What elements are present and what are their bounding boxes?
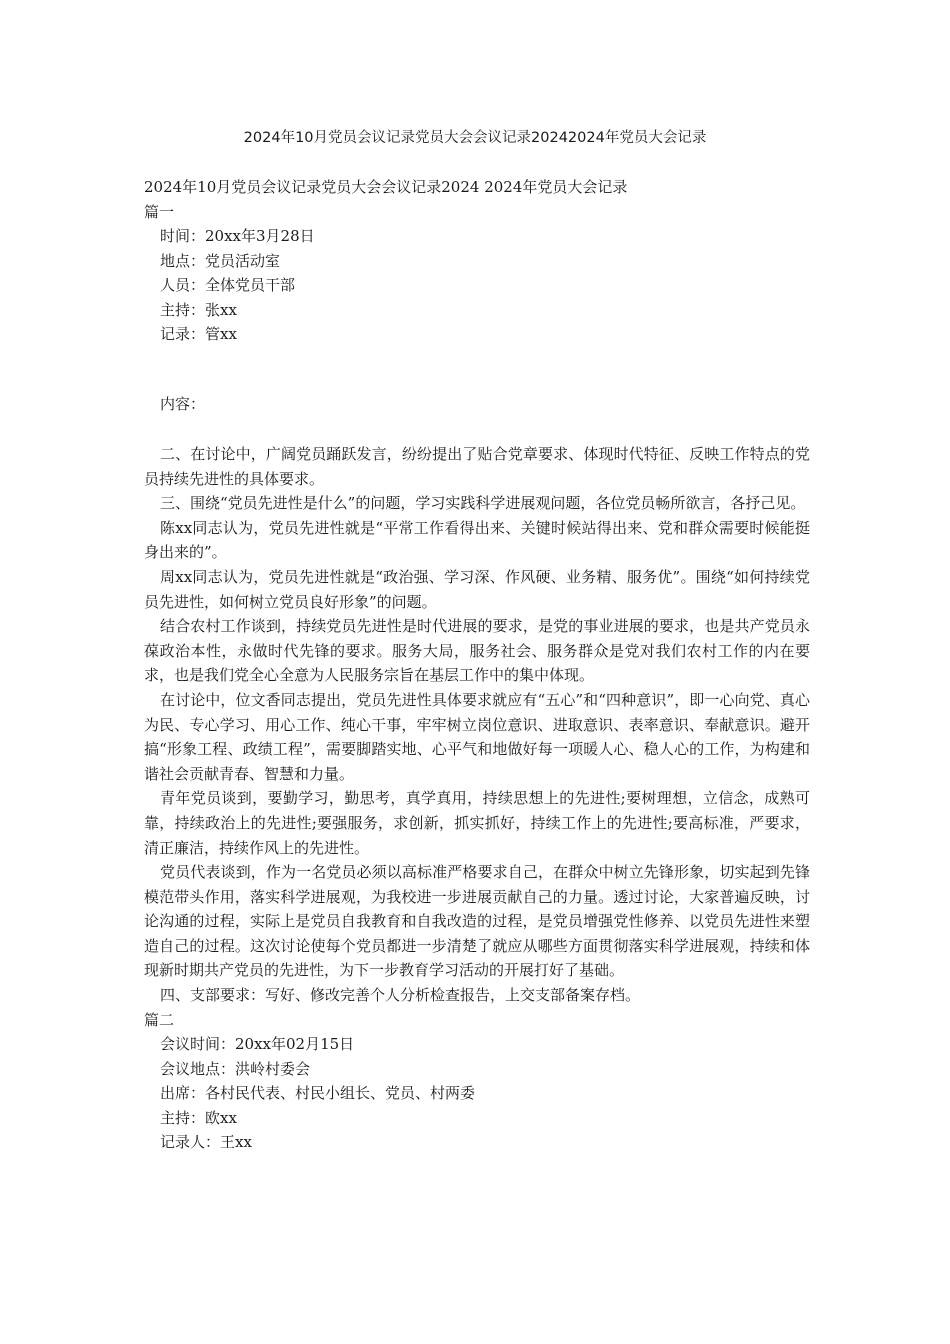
- paragraph: 四、支部要求：写好、修改完善个人分析检查报告，上交支部备案存档。: [160, 986, 641, 1005]
- spacer: [144, 347, 810, 392]
- paragraph: 结合农村工作谈到，持续党员先进性是时代进展的要求，是党的事业进展的要求，也是共产党员永葆政治本性，永做时代先锋的要求。服务大局，服务社会、服务群众是党对我们农村工作的内在要求，也是我们党全心全意为人民服务宗旨在基层工作中的集中体现。: [144, 617, 810, 685]
- paragraph: 青年党员谈到，要勤学习，勤思考，真学真用，持续思想上的先进性;要树理想，立信念，成熟可靠，持续政治上的先进性;要强服务，求创新，抓实抓好，持续工作上的先进性;要高标准，严要求，清正廉洁，持续作风上的先进性。: [144, 789, 810, 857]
- section-heading-2: 篇二: [144, 1010, 175, 1029]
- meta-recorder: 记录人：王xx: [160, 1133, 252, 1152]
- paragraph: 陈xx同志认为，党员先进性就是“平常工作看得出来、关键时候站得出来、党和群众需要时候能挺身出来的”。: [144, 518, 810, 562]
- contents-label: 内容：: [160, 394, 206, 413]
- meta-attendance: 出席：各村民代表、村民小组长、党员、村两委: [160, 1084, 476, 1103]
- meta-attendees: 人员：全体党员干部: [160, 276, 296, 294]
- paragraph: 在讨论中，位文香同志提出，党员先进性具体要求就应有“五心”和“四种意识”，即一心向党、真心为民、专心学习、用心工作、纯心干事，牢牢树立岗位意识、进取意识、表率意识、奉献意识。避开搞“形象工程、政绩工程”，需要脚踏实地、心平气和地做好每一项暖人心、稳人心的工作，为构建和谐社会贡献青春、智慧和力量。: [144, 690, 810, 783]
- document-body: [144, 175, 810, 1155]
- meta-recorder: 记录：管xx: [160, 325, 237, 343]
- meta-host: 主持：欧xx: [160, 1108, 237, 1127]
- paragraph: 党员代表谈到，作为一名党员必须以高标准严格要求自己，在群众中树立先锋形象，切实起到先锋模范带头作用，落实科学进展观，为我校进一步进展贡献自己的力量。透过讨论，大家普遍反映，讨论沟通的过程，实际上是党员自我教育和自我改造的过程，是党员增强党性修养、以党员先进性来塑造自己的过程。这次讨论使每个党员都进一步清楚了就应从哪些方面贯彻落实科学进展观，持续和体现新时期共产党员的先进性，为下一步教育学习活动的开展打好了基础。: [144, 863, 810, 980]
- meta-host: 主持：张xx: [160, 300, 237, 319]
- section-heading-1: 篇一: [144, 202, 175, 221]
- paragraph: 三、围绕“党员先进性是什么”的问题，学习实践科学进展观问题，各位党员畅所欲言，各抒己见。: [160, 494, 806, 513]
- spacer: [144, 416, 810, 442]
- document-subtitle: 2024年10月党员会议记录党员大会会议记录2024 2024年党员大会记录: [144, 178, 628, 196]
- paragraph: 二、在讨论中，广阔党员踊跃发言，纷纷提出了贴合党章要求、体现时代特征、反映工作特点的党员持续先进性的具体要求。: [144, 445, 810, 488]
- document-title: 2024年10月党员会议记录党员大会会议记录20242024年党员大会记录: [243, 130, 707, 146]
- meta-meeting-time: 会议时间：20xx年02月15日: [160, 1035, 355, 1054]
- paragraph: 周xx同志认为，党员先进性就是“政治强、学习深、作风硬、业务精、服务优”。围绕“如何持续党员先进性，如何树立党员良好形象”的问题。: [144, 567, 810, 611]
- meta-time: 时间：20xx年3月28日: [160, 227, 315, 245]
- meta-location: 地点：党员活动室: [160, 251, 281, 270]
- meta-meeting-location: 会议地点：洪岭村委会: [160, 1059, 311, 1078]
